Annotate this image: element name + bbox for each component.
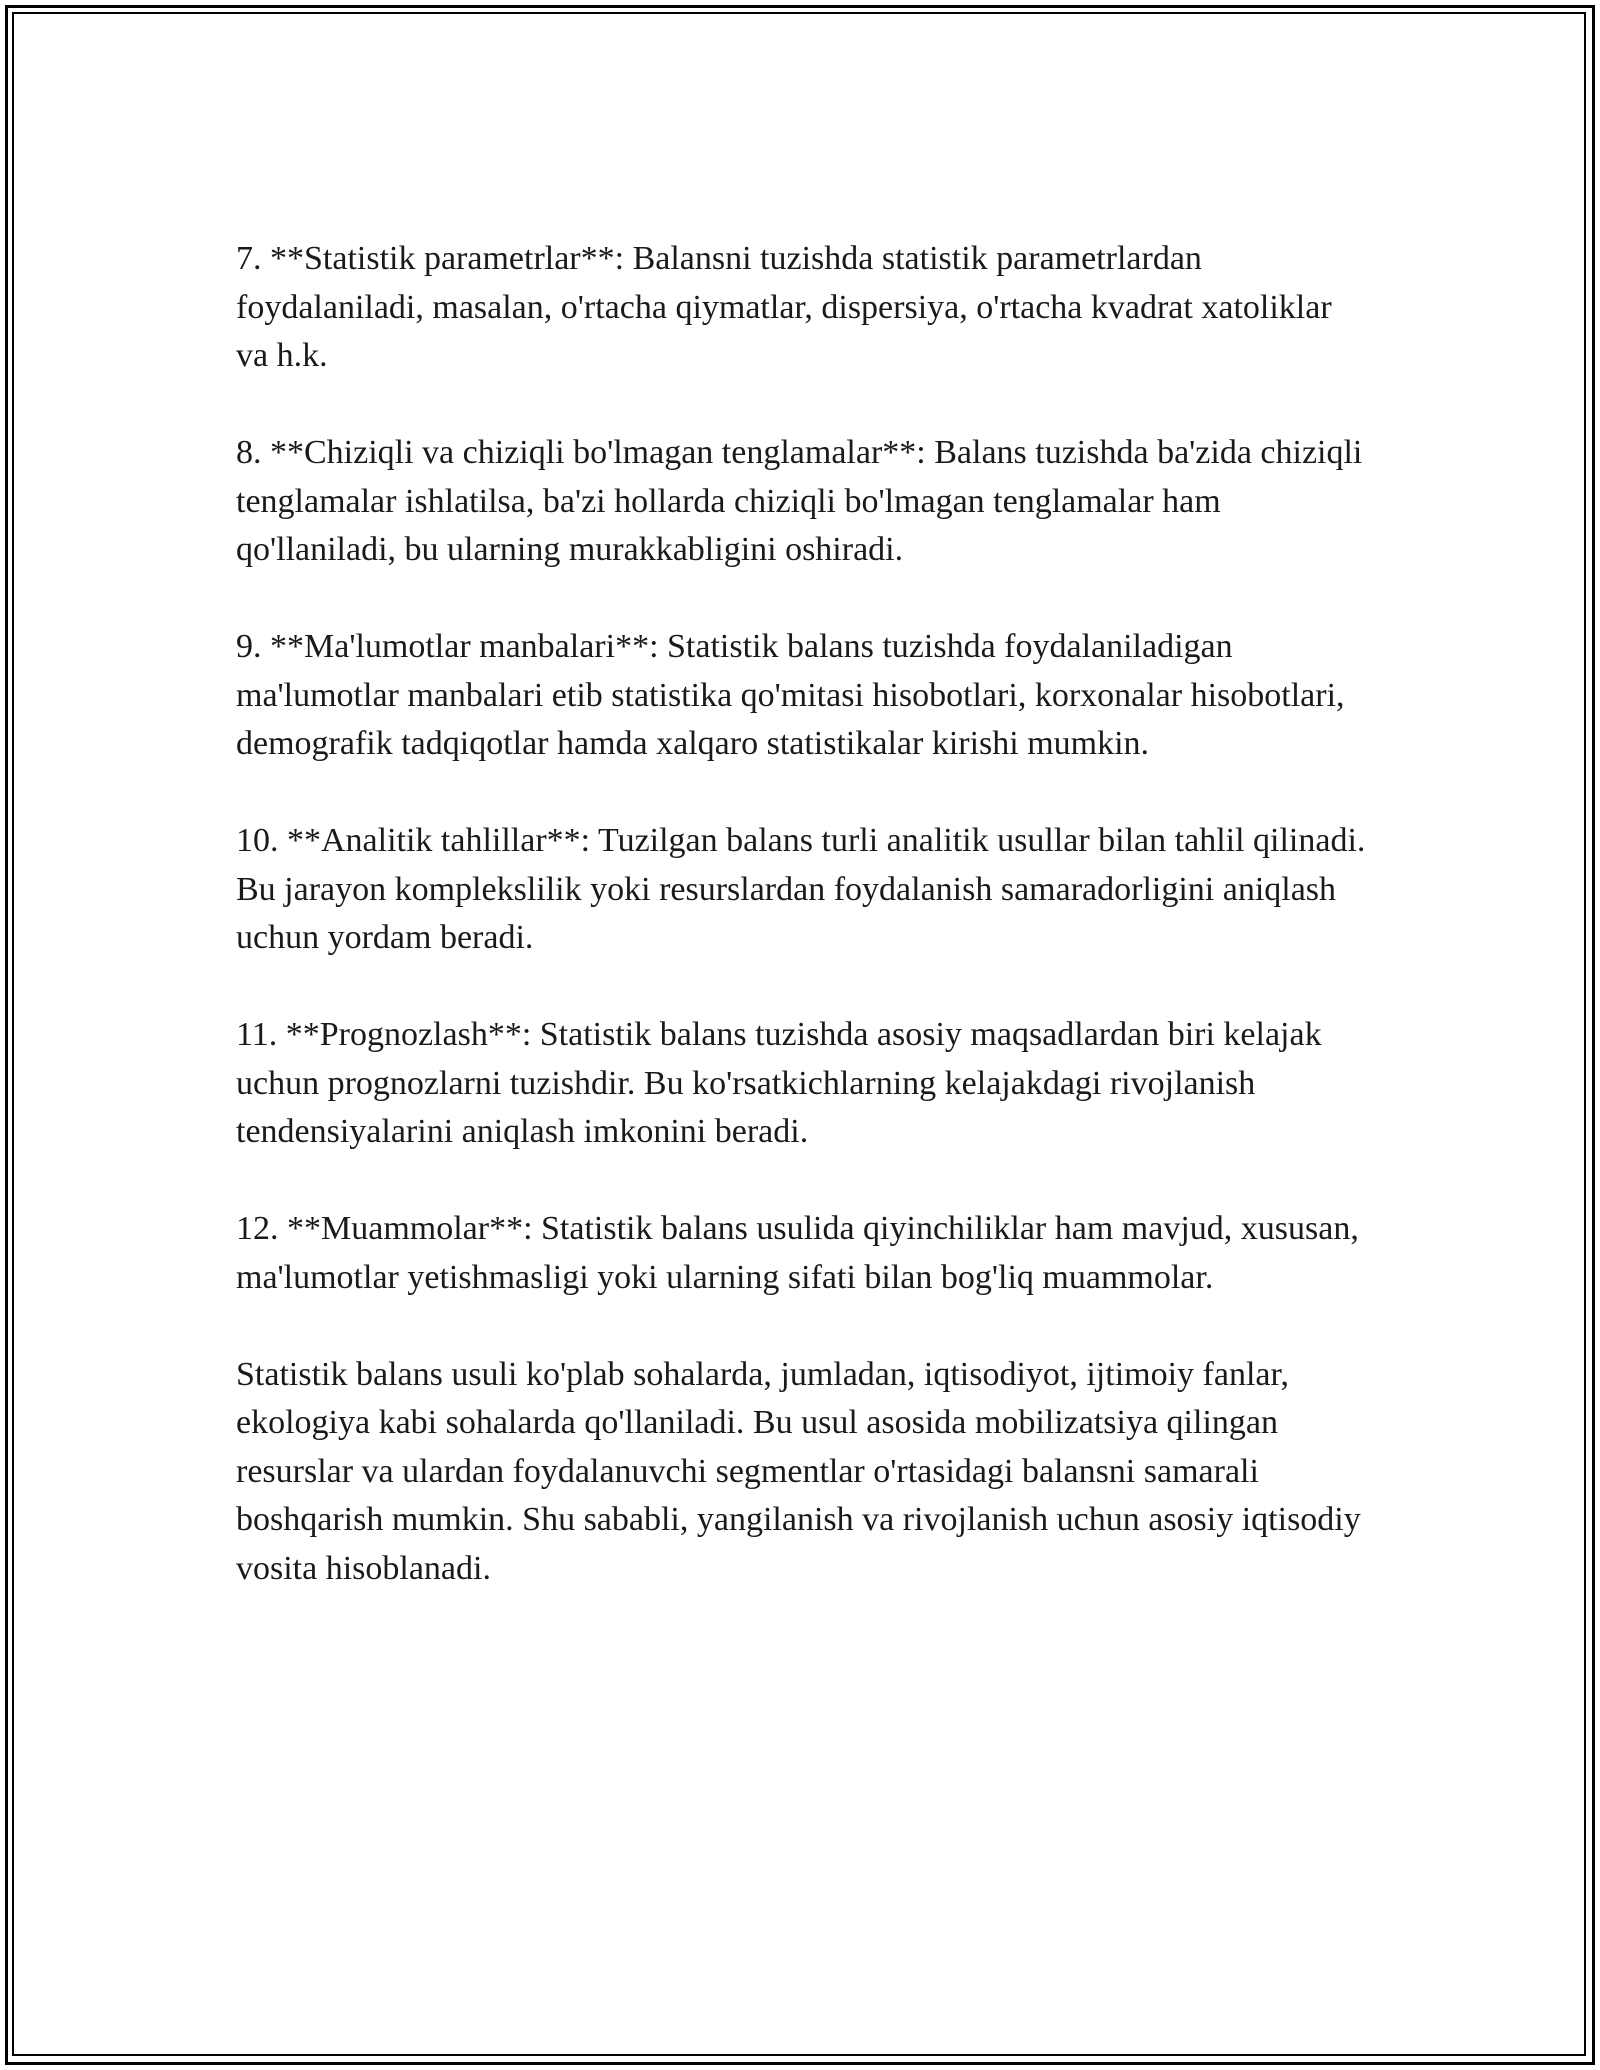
paragraph-muammolar: 12. **Muammolar**: Statistik balans usulida qiyinchiliklar ham mavjud, xususan, ma'lumotlar yetishmasligi yoki ularning sifati bilan bog'liq muammolar. <box>236 1210 1359 1296</box>
paragraph-malumotlar-manbalari: 9. **Ma'lumotlar manbalari**: Statistik balans tuzishda foydalaniladigan ma'lumotlar manbalari etib statistika qo'mitasi hisobotlari, korxonalar hisobotlari, demografik tadqiqotlar hamda xalqaro statistikalar kirishi mumkin. <box>236 628 1345 762</box>
paragraph-analitik-tahlillar: 10. **Analitik tahlillar**: Tuzilgan balans turli analitik usullar bilan tahlil qilinadi. Bu jarayon komplekslilik yoki resurslardan foydalanish samaradorligini aniqlash uchun yordam beradi. <box>236 822 1366 956</box>
paragraph-prognozlash: 11. **Prognozlash**: Statistik balans tuzishda asosiy maqsadlardan biri kelajak uchun prognozlarni tuzishdir. Bu ko'rsatkichlarning kelajakdagi rivojlanish tendensiyalarini aniqlash imkonini beradi. <box>236 1016 1322 1150</box>
document-body <box>236 235 1366 1642</box>
paragraph-statistik-parametrlar: 7. **Statistik parametrlar**: Balansni tuzishda statistik parametrlardan foydalaniladi, masalan, o'rtacha qiymatlar, dispersiya, o'rtacha kvadrat xatoliklar va h.k. <box>236 240 1332 374</box>
paragraph-conclusion: Statistik balans usuli ko'plab sohalarda, jumladan, iqtisodiyot, ijtimoiy fanlar, ekologiya kabi sohalarda qo'llaniladi. Bu usul asosida mobilizatsiya qilingan resurslar va ulardan foydalanuvchi segmentlar o'rtasidagi balansni samarali boshqarish mumkin. Shu sababli, yangilanish va rivojlanish uchun asosiy iqtisodiy vosita hisoblanadi. <box>236 1355 1361 1587</box>
paragraph-chiziqli-tenglamalar: 8. **Chiziqli va chiziqli bo'lmagan tenglamalar**: Balans tuzishda ba'zida chiziqli tenglamalar ishlatilsa, ba'zi hollarda chiziqli bo'lmagan tenglamalar ham qo'llaniladi, bu ularning murakkabligini oshiradi. <box>236 434 1363 568</box>
